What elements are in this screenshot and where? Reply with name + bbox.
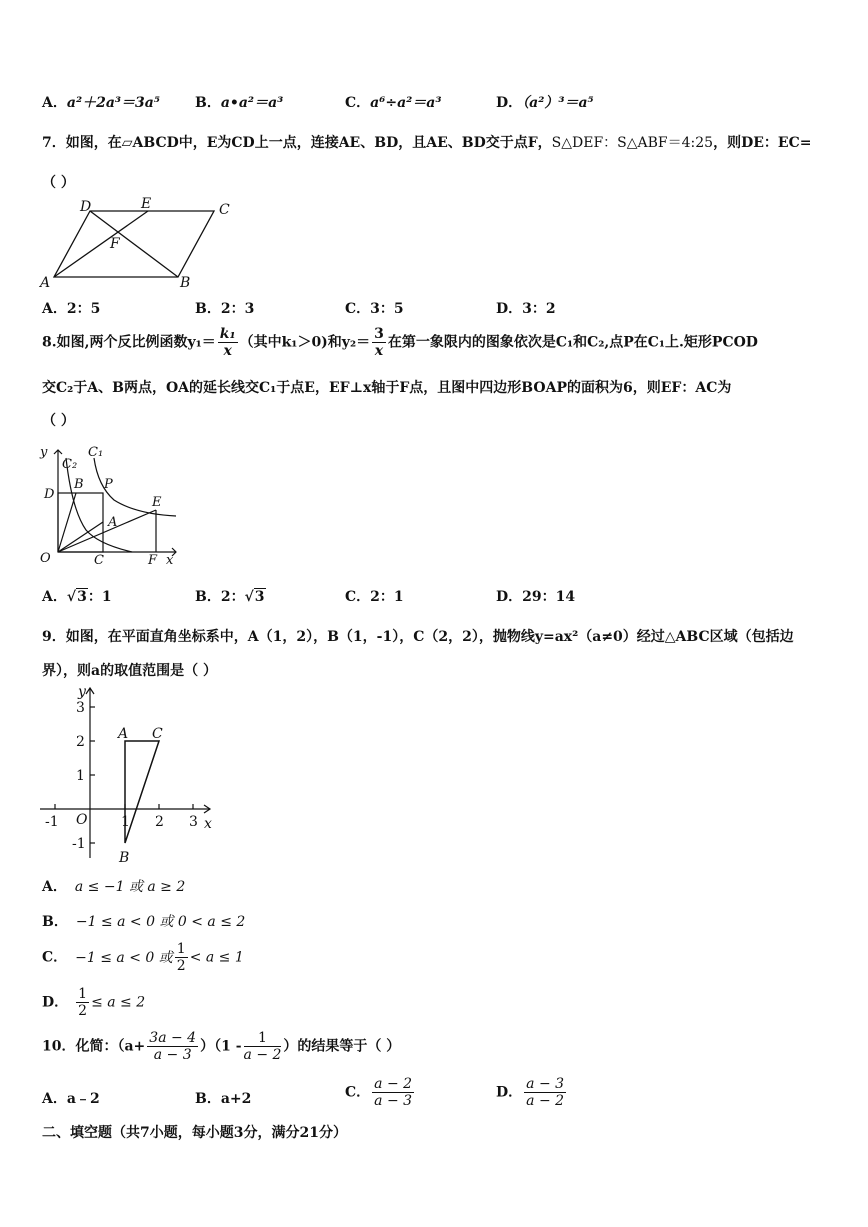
- q6-option-a: A．a²＋2a³＝3a⁵: [42, 95, 160, 111]
- q7-option-a: A．2：5: [42, 301, 101, 317]
- q8-label-c2: C₂: [62, 457, 78, 472]
- q8-label-y: y: [40, 445, 48, 460]
- q9-stem-line1: 9．如图，在平面直角坐标系中，A（1，2），B（1，-1），C（2，2），抛物线y=ax²（a≠0）经过△ABC区域（包括边: [42, 629, 794, 645]
- q6-option-b: B．a•a²＝a³: [195, 95, 284, 111]
- q8-label-c1: C₁: [88, 445, 104, 460]
- q9-label-o: O: [76, 812, 88, 828]
- q9-label-y: y: [78, 684, 86, 700]
- q8-reciprocal-figure: [36, 440, 181, 568]
- q8-option-d: D．29：14: [496, 589, 576, 605]
- q8-label-x: x: [166, 553, 174, 568]
- q8-stem-line1: 8.如图,两个反比例函数y₁＝ $\frac{\text{k₁}}{x}$ （其中k₁＞0)和y₂＝ $\frac{3}{x}$ 在第一象限内的图象依次是C₁和C₂,点P在C₁上.矩形PCOD: [42, 326, 758, 359]
- q9-tick-x2: 2: [155, 814, 164, 830]
- q7-label-a: A: [40, 275, 51, 290]
- q10-option-c: C． $\frac{a - 2}{a - 3}$: [345, 1076, 413, 1109]
- q6-option-c: C．a⁶÷a²＝a³: [345, 95, 442, 111]
- q8-paren: （ ）: [42, 413, 75, 429]
- q8-label-b: B: [74, 477, 84, 492]
- q8-label-f: F: [148, 553, 158, 568]
- q9-label-c: C: [152, 726, 163, 742]
- q7-label-c: C: [219, 202, 230, 218]
- q7-label-d: D: [80, 199, 92, 215]
- q7-option-b: B．2：3: [195, 301, 255, 317]
- q8-label-c: C: [94, 553, 104, 568]
- q7-parallelogram-figure: [36, 195, 246, 290]
- q9-tick-ym1: -1: [72, 836, 86, 852]
- q8-option-a: A．√3：1: [42, 589, 112, 605]
- q9-tick-x3: 3: [189, 814, 198, 830]
- q10-option-d: D． $\frac{a - 3}{a - 2}$: [496, 1076, 565, 1109]
- q9-coordinate-figure: [38, 682, 218, 867]
- q7-paren: （ ）: [42, 175, 75, 191]
- q9-option-c: C． −1 ≤ a < 0 或 $\frac{1}{2}$ < a ≤ 1: [42, 941, 244, 974]
- q9-label-x: x: [204, 816, 212, 832]
- q9-tick-x1: 1: [121, 814, 130, 830]
- q8-option-b: B．2：√3: [195, 589, 265, 605]
- q7-label-b: B: [180, 275, 191, 290]
- q8-label-o: O: [40, 551, 51, 566]
- q8-option-c: C．2：1: [345, 589, 404, 605]
- q9-tick-y3: 3: [76, 700, 85, 716]
- q8-label-p: P: [104, 477, 113, 492]
- q9-label-a: A: [118, 726, 129, 742]
- q8-label-d: D: [44, 487, 55, 502]
- q10-option-a: A．a﹣2: [42, 1091, 100, 1107]
- q9-option-b: B． −1 ≤ a < 0 或 0 < a ≤ 2: [42, 914, 246, 930]
- q9-tick-y1: 1: [76, 768, 85, 784]
- q7-option-c: C．3：5: [345, 301, 404, 317]
- q9-label-b: B: [119, 850, 130, 866]
- q8-label-a: A: [108, 515, 118, 530]
- q8-stem-line2: 交C₂于A、B两点，OA的延长线交C₁于点E，EF⊥x轴于F点，且图中四边形BOAP的面积为6，则EF：AC为: [42, 380, 732, 396]
- q7-option-d: D．3：2: [496, 301, 556, 317]
- q8-label-e: E: [152, 495, 162, 510]
- q10-option-b: B．a+2: [195, 1091, 252, 1107]
- q10-stem: 10．化简：（a+ $\frac{3a - 4}{a - 3}$ ）（1 - $\frac{1}{a - 2}$ ）的结果等于（ ）: [42, 1030, 401, 1063]
- q7-label-f: F: [110, 236, 120, 252]
- q9-option-d: D． $\frac{1}{2}$ ≤ a ≤ 2: [42, 986, 146, 1019]
- q9-tick-y2: 2: [76, 734, 85, 750]
- q9-option-a: A． a ≤ −1 或 a ≥ 2: [42, 879, 186, 895]
- q9-stem-line2: 界），则a的取值范围是（ ）: [42, 663, 217, 679]
- q6-option-d: D．（a²）³＝a⁵: [496, 95, 594, 111]
- q9-tick-xm1: -1: [45, 814, 59, 830]
- section-2-heading: 二、填空题（共7小题，每小题3分，满分21分）: [42, 1125, 347, 1141]
- q7-stem: 7．如图，在▱ABCD中，E为CD上一点，连接AE、BD，且AE、BD交于点F，S△DEF：S△ABF＝4:25，则DE：EC=: [42, 135, 812, 151]
- q7-label-e: E: [141, 196, 152, 212]
